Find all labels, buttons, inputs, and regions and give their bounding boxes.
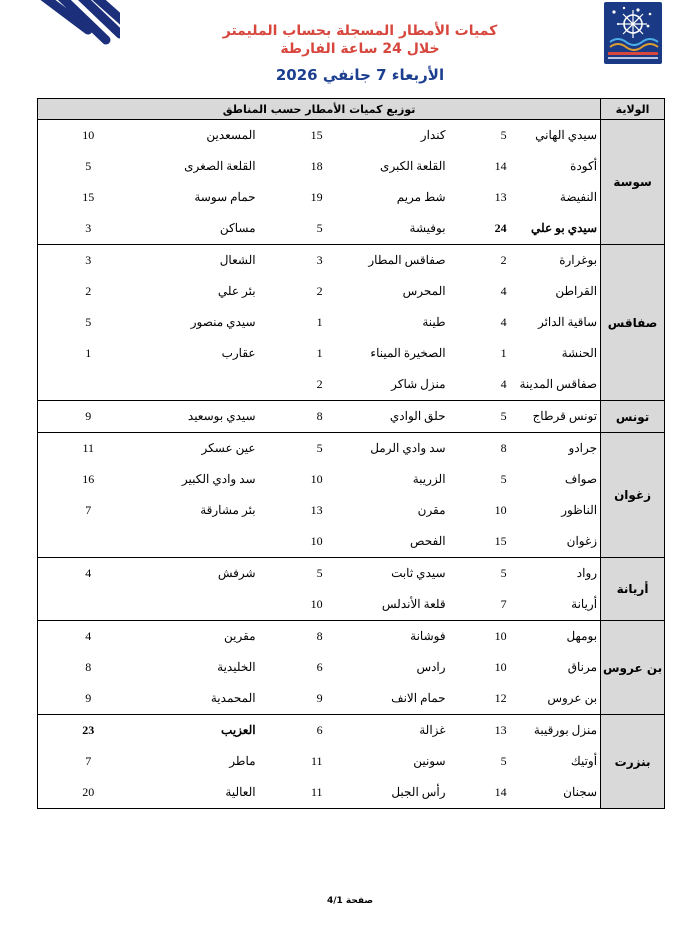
rain-value: 8 xyxy=(38,652,139,683)
station-name: منزل بورقيبة xyxy=(513,715,601,747)
station-name: النفيضة xyxy=(559,190,598,204)
table-row xyxy=(38,182,665,213)
rainfall-table xyxy=(37,98,665,809)
rain-value: 5 xyxy=(38,307,139,338)
rain-value: 3 xyxy=(259,245,329,277)
station-name: حلق الوادي xyxy=(329,401,449,433)
rain-value: 5 xyxy=(449,120,513,152)
rain-value: 5 xyxy=(449,558,513,590)
table-row xyxy=(38,715,665,747)
station-name: بئر مشارقة xyxy=(200,503,256,517)
governorate-name: صفاقس xyxy=(601,245,665,401)
rain-value: 5 xyxy=(259,433,329,465)
table-row xyxy=(38,621,665,653)
station-name: صفاقس المطار xyxy=(329,245,449,277)
table-row xyxy=(38,683,665,715)
station-name: العالية xyxy=(139,777,259,809)
rain-value: 8 xyxy=(449,433,513,465)
rain-value: 13 xyxy=(494,190,507,204)
table-row xyxy=(38,401,665,433)
header-distribution: توزيع كميات الأمطار حسب المناطق xyxy=(38,99,601,120)
rain-value: 11 xyxy=(259,777,329,809)
rain-value: 9 xyxy=(316,691,323,705)
governorate-name: تونس xyxy=(601,401,665,433)
rain-value: 18 xyxy=(310,159,323,173)
governorate-name: بنزرت xyxy=(601,715,665,809)
rain-value: 1 xyxy=(38,338,139,369)
rain-value: 7 xyxy=(38,746,139,777)
station-name: رأس الجبل xyxy=(329,777,449,809)
governorate-name: بن عروس xyxy=(601,621,665,715)
page-number: صفحة 4/1 xyxy=(326,896,374,906)
rain-value: 10 xyxy=(494,503,507,517)
rain-value: 9 xyxy=(38,401,139,433)
station-name: تونس قرطاج xyxy=(513,401,601,433)
rain-value: 11 xyxy=(311,754,323,768)
rain-value: 10 xyxy=(310,534,323,548)
station-name: ماطر xyxy=(229,754,256,768)
rain-value: 15 xyxy=(259,120,329,152)
station-name xyxy=(139,369,259,401)
station-name: سيدي منصور xyxy=(190,315,256,329)
table-row xyxy=(38,338,665,369)
station-name: فوشانة xyxy=(329,621,449,653)
station-name: أوتيك xyxy=(570,754,598,768)
station-name: حمام سوسة xyxy=(194,190,256,204)
title-line-1: كميات الأمطار المسجلة بحساب المليمتر xyxy=(222,23,498,39)
station-name: كندار xyxy=(329,120,449,152)
table-row xyxy=(38,777,665,809)
rain-value: 2 xyxy=(38,276,139,307)
station-name: الشعال xyxy=(139,245,259,277)
table-header-row xyxy=(38,99,665,120)
station-name: سيدي بوسعيد xyxy=(139,401,259,433)
rain-value: 10 xyxy=(449,621,513,653)
station-name: ساقية الدائر xyxy=(537,315,598,329)
governorate-name: أريانة xyxy=(601,558,665,621)
rain-value: 10 xyxy=(310,597,323,611)
rain-value: 14 xyxy=(494,159,507,173)
station-name: بن عروس xyxy=(547,691,598,705)
station-name: الخليدية xyxy=(217,660,256,674)
rain-value: 6 xyxy=(316,660,323,674)
station-name: سيدي الهاني xyxy=(513,120,601,152)
station-name: رادس xyxy=(416,660,446,674)
table-row xyxy=(38,652,665,683)
rain-value: 15 xyxy=(494,534,507,548)
rain-value: 2 xyxy=(449,245,513,277)
station-name: العزيب xyxy=(139,715,259,747)
table-row xyxy=(38,495,665,526)
report-date: الأربعاء 7 جانفي 2026 xyxy=(275,66,445,84)
rain-value xyxy=(38,369,139,401)
rain-value: 5 xyxy=(316,221,323,235)
rain-value: 6 xyxy=(259,715,329,747)
station-name: بوغرارة xyxy=(513,245,601,277)
table-row xyxy=(38,746,665,777)
station-name: حمام الانف xyxy=(391,691,446,705)
rain-value: 11 xyxy=(38,433,139,465)
rain-value: 2 xyxy=(316,284,323,298)
table-row xyxy=(38,464,665,495)
station-name: سونين xyxy=(413,754,446,768)
rain-value: 24 xyxy=(494,221,507,235)
table-row xyxy=(38,151,665,182)
station-name: شط مريم xyxy=(396,190,446,204)
table-row xyxy=(38,213,665,245)
rain-value: 23 xyxy=(38,715,139,747)
station-name: زغوان xyxy=(566,534,598,548)
table-row xyxy=(38,245,665,277)
rain-value: 8 xyxy=(259,401,329,433)
title-line-2: خلال 24 ساعة الفارطة xyxy=(280,41,440,57)
table-row xyxy=(38,276,665,307)
rain-value: 5 xyxy=(259,558,329,590)
station-name: المحرس xyxy=(402,284,446,298)
station-name: أريانة xyxy=(571,597,598,611)
rain-value: 15 xyxy=(38,182,139,213)
header-governorate: الولاية xyxy=(601,99,665,120)
station-name: شرفش xyxy=(139,558,259,590)
rain-value: 19 xyxy=(310,190,323,204)
station-name xyxy=(139,589,259,621)
rain-value: 1 xyxy=(500,346,507,360)
station-name: بوفيشة xyxy=(409,221,446,235)
rain-value: 5 xyxy=(500,472,507,486)
rain-value: 7 xyxy=(38,495,139,526)
rain-value: 2 xyxy=(316,377,323,391)
table-row xyxy=(38,589,665,621)
report-title xyxy=(120,22,600,58)
rain-value xyxy=(38,589,139,621)
table-row xyxy=(38,369,665,401)
table-row xyxy=(38,558,665,590)
rain-value: 1 xyxy=(316,315,323,329)
station-name xyxy=(139,526,259,558)
station-name: مقرين xyxy=(139,621,259,653)
rain-value: 9 xyxy=(38,683,139,715)
station-name: القراطن xyxy=(555,284,598,298)
station-name: رواد xyxy=(513,558,601,590)
station-name: الفحص xyxy=(410,534,446,548)
rain-value: 10 xyxy=(38,120,139,152)
station-name: عين عسكر xyxy=(139,433,259,465)
station-name: الزريبة xyxy=(412,472,446,486)
station-name: صواف xyxy=(564,472,598,486)
station-name: قلعة الأندلس xyxy=(381,597,446,611)
station-name: سيدي بو علي xyxy=(531,221,598,235)
rain-value: 5 xyxy=(500,754,507,768)
rain-value: 5 xyxy=(449,401,513,433)
station-name: سد وادي الرمل xyxy=(329,433,449,465)
station-name: بومهل xyxy=(513,621,601,653)
governorate-name: زغوان xyxy=(601,433,665,558)
rain-value: 4 xyxy=(500,284,507,298)
rain-value: 13 xyxy=(310,503,323,517)
station-name: جرادو xyxy=(513,433,601,465)
rain-value: 8 xyxy=(259,621,329,653)
table-row xyxy=(38,120,665,152)
rain-value: 10 xyxy=(310,472,323,486)
station-name: المسعدين xyxy=(139,120,259,152)
station-name: غزالة xyxy=(329,715,449,747)
rain-value: 12 xyxy=(494,691,507,705)
station-name: صفاقس المدينة xyxy=(519,377,598,391)
station-name: سد وادي الكبير xyxy=(181,472,256,486)
rain-value: 4 xyxy=(38,621,139,653)
station-name: بئر علي xyxy=(217,284,256,298)
station-name: منزل شاكر xyxy=(391,377,446,391)
rain-value xyxy=(38,526,139,558)
station-name: طينة xyxy=(422,315,446,329)
inm-logo-icon xyxy=(604,2,662,64)
station-name: سيدي ثابت xyxy=(329,558,449,590)
diagonal-stripes-decoration xyxy=(30,0,120,70)
rain-value: 4 xyxy=(38,558,139,590)
station-name: سجنان xyxy=(513,777,601,809)
rain-value: 3 xyxy=(38,213,139,245)
governorate-name: سوسة xyxy=(601,120,665,245)
rain-value: 13 xyxy=(449,715,513,747)
rain-value: 3 xyxy=(38,245,139,277)
rain-value: 4 xyxy=(500,377,507,391)
station-name: القلعة الكبرى xyxy=(380,159,446,173)
station-name: الصخيرة الميناء xyxy=(370,346,446,360)
table-row xyxy=(38,526,665,558)
station-name: المحمدية xyxy=(210,691,256,705)
rain-value: 7 xyxy=(500,597,507,611)
station-name: الحنشة xyxy=(561,346,598,360)
station-name: مرناق xyxy=(567,660,598,674)
rain-value: 5 xyxy=(38,151,139,182)
rain-value: 20 xyxy=(38,777,139,809)
rain-value: 16 xyxy=(38,464,139,495)
station-name: أكودة xyxy=(570,159,598,173)
station-name: مساكن xyxy=(219,221,256,235)
station-name: القلعة الصغرى xyxy=(184,159,256,173)
rain-value: 14 xyxy=(449,777,513,809)
rain-value: 4 xyxy=(500,315,507,329)
station-name: الناظور xyxy=(561,503,598,517)
table-row xyxy=(38,433,665,465)
table-row xyxy=(38,307,665,338)
rain-value: 10 xyxy=(494,660,507,674)
rain-value: 1 xyxy=(316,346,323,360)
station-name: مقرن xyxy=(417,503,446,517)
station-name: عقارب xyxy=(221,346,256,360)
